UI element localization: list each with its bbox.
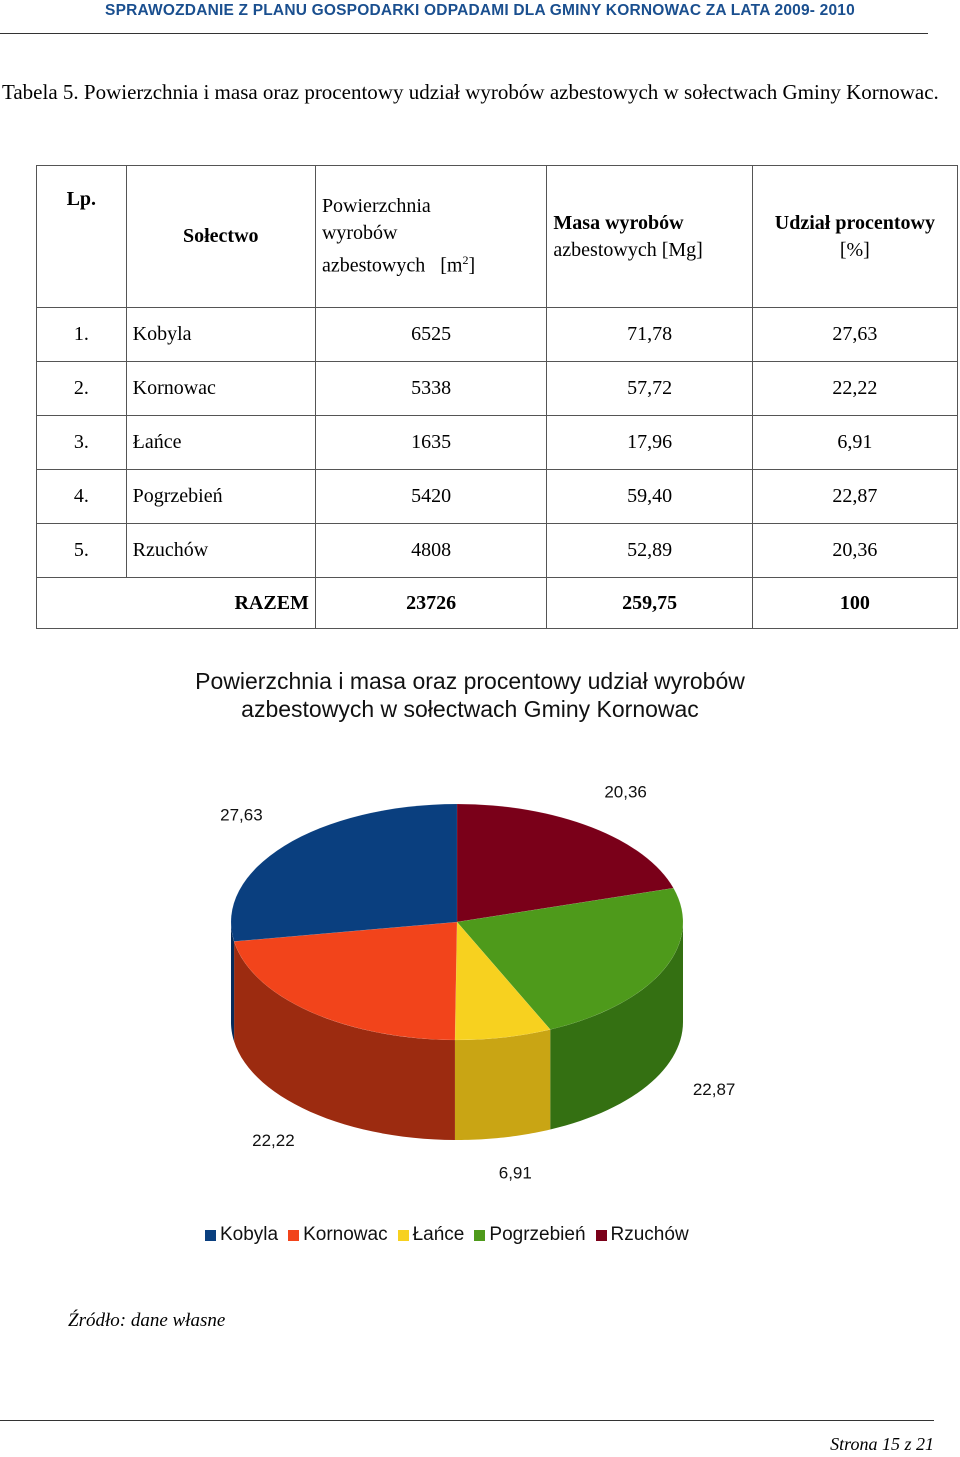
document-header: SPRAWOZDANIE Z PLANU GOSPODARKI ODPADAMI DLA GMINY KORNOWAC ZA LATA 2009- 2010 — [105, 2, 855, 19]
table-row — [37, 524, 958, 578]
cell-solectwo: Rzuchów — [126, 524, 315, 578]
pie-data-label: 27,63 — [220, 805, 263, 825]
pie-data-label: 20,36 — [604, 782, 647, 802]
total-label: RAZEM — [37, 578, 316, 629]
header-powierzchnia — [315, 166, 546, 308]
cell-udzial: 22,87 — [752, 470, 957, 524]
cell-solectwo: Kobyla — [126, 308, 315, 362]
asbestos-table — [36, 165, 958, 629]
legend-item — [288, 1224, 388, 1246]
cell-powierzchnia: 5420 — [315, 470, 546, 524]
cell-udzial: 27,63 — [752, 308, 957, 362]
chart-legend — [205, 1222, 693, 1248]
legend-label: Kornowac — [303, 1224, 388, 1245]
cell-udzial: 22,22 — [752, 362, 957, 416]
chart-title-line1: Powierzchnia i masa oraz procentowy udział wyrobów — [195, 668, 745, 694]
cell-powierzchnia: 6525 — [315, 308, 546, 362]
cell-masa: 17,96 — [547, 416, 752, 470]
pie-slice-kobyla — [231, 804, 457, 941]
table-caption: Tabela 5. Powierzchnia i masa oraz procentowy udział wyrobów azbestowych w sołectwach Gminy Kornowac. — [2, 80, 939, 104]
cell-lp: 1. — [37, 308, 127, 362]
pie-top — [231, 804, 683, 1040]
table-row — [37, 470, 958, 524]
header-masa-line1: Masa wyrobów — [553, 211, 684, 234]
legend-label: Łańce — [412, 1224, 465, 1245]
total-masa: 259,75 — [547, 578, 752, 629]
legend-item — [398, 1224, 465, 1246]
header-lp: Lp. — [37, 166, 127, 308]
legend-item — [596, 1224, 689, 1246]
legend-label: Kobyla — [220, 1224, 279, 1245]
legend-swatch — [474, 1230, 485, 1241]
legend-swatch — [288, 1230, 299, 1241]
table-header-row — [37, 166, 958, 308]
header-powierzchnia-line2: wyrobów — [321, 222, 398, 245]
cell-lp: 2. — [37, 362, 127, 416]
cell-lp: 4. — [37, 470, 127, 524]
pie-data-label: 6,91 — [498, 1163, 532, 1183]
header-udzial — [752, 166, 957, 308]
header-udzial-line2: [%] — [839, 238, 870, 261]
source-note: Źródło: dane własne — [68, 1310, 226, 1331]
cell-lp: 3. — [37, 416, 127, 470]
table-row — [37, 308, 958, 362]
header-rule — [0, 33, 928, 34]
cell-powierzchnia: 1635 — [315, 416, 546, 470]
cell-solectwo: Kornowac — [126, 362, 315, 416]
footer-rule — [0, 1420, 934, 1421]
cell-masa: 59,40 — [547, 470, 752, 524]
legend-swatch — [205, 1230, 216, 1241]
cell-solectwo: Łańce — [126, 416, 315, 470]
total-udzial: 100 — [752, 578, 957, 629]
header-powierzchnia-sup: 2 — [462, 253, 469, 268]
header-masa — [547, 166, 752, 308]
legend-item — [205, 1224, 278, 1246]
header-masa-line2: azbestowych [Mg] — [553, 238, 703, 261]
cell-solectwo: Pogrzebień — [126, 470, 315, 524]
cell-udzial: 20,36 — [752, 524, 957, 578]
cell-masa: 52,89 — [547, 524, 752, 578]
pie-data-label: 22,22 — [252, 1131, 295, 1151]
chart-title-line2: azbestowych w sołectwach Gminy Kornowac — [241, 696, 699, 722]
cell-powierzchnia: 5338 — [315, 362, 546, 416]
legend-swatch — [596, 1230, 607, 1241]
pie-side-łańce — [455, 1030, 550, 1141]
legend-label: Rzuchów — [610, 1224, 689, 1245]
legend-swatch — [398, 1230, 409, 1241]
header-powierzchnia-close: ] — [468, 254, 476, 277]
header-powierzchnia-unit: [m — [440, 254, 463, 277]
header-powierzchnia-word: azbestowych — [321, 254, 426, 277]
cell-masa: 71,78 — [547, 308, 752, 362]
page-number: Strona 15 z 21 — [830, 1434, 934, 1454]
cell-udzial: 6,91 — [752, 416, 957, 470]
legend-item — [474, 1224, 585, 1246]
pie-chart — [0, 760, 960, 1200]
pie-data-label: 22,87 — [692, 1080, 736, 1100]
header-powierzchnia-line1: Powierzchnia — [321, 195, 431, 218]
legend-label: Pogrzebień — [489, 1224, 586, 1245]
table-row — [37, 362, 958, 416]
table-row — [37, 416, 958, 470]
header-udzial-line1: Udział procentowy — [774, 211, 935, 234]
header-solectwo: Sołectwo — [126, 166, 315, 308]
cell-powierzchnia: 4808 — [315, 524, 546, 578]
chart-title — [130, 667, 810, 723]
cell-masa: 57,72 — [547, 362, 752, 416]
header-powierzchnia-line3 — [322, 247, 540, 280]
total-powierzchnia: 23726 — [315, 578, 546, 629]
table-total-row — [37, 578, 958, 629]
cell-lp: 5. — [37, 524, 127, 578]
